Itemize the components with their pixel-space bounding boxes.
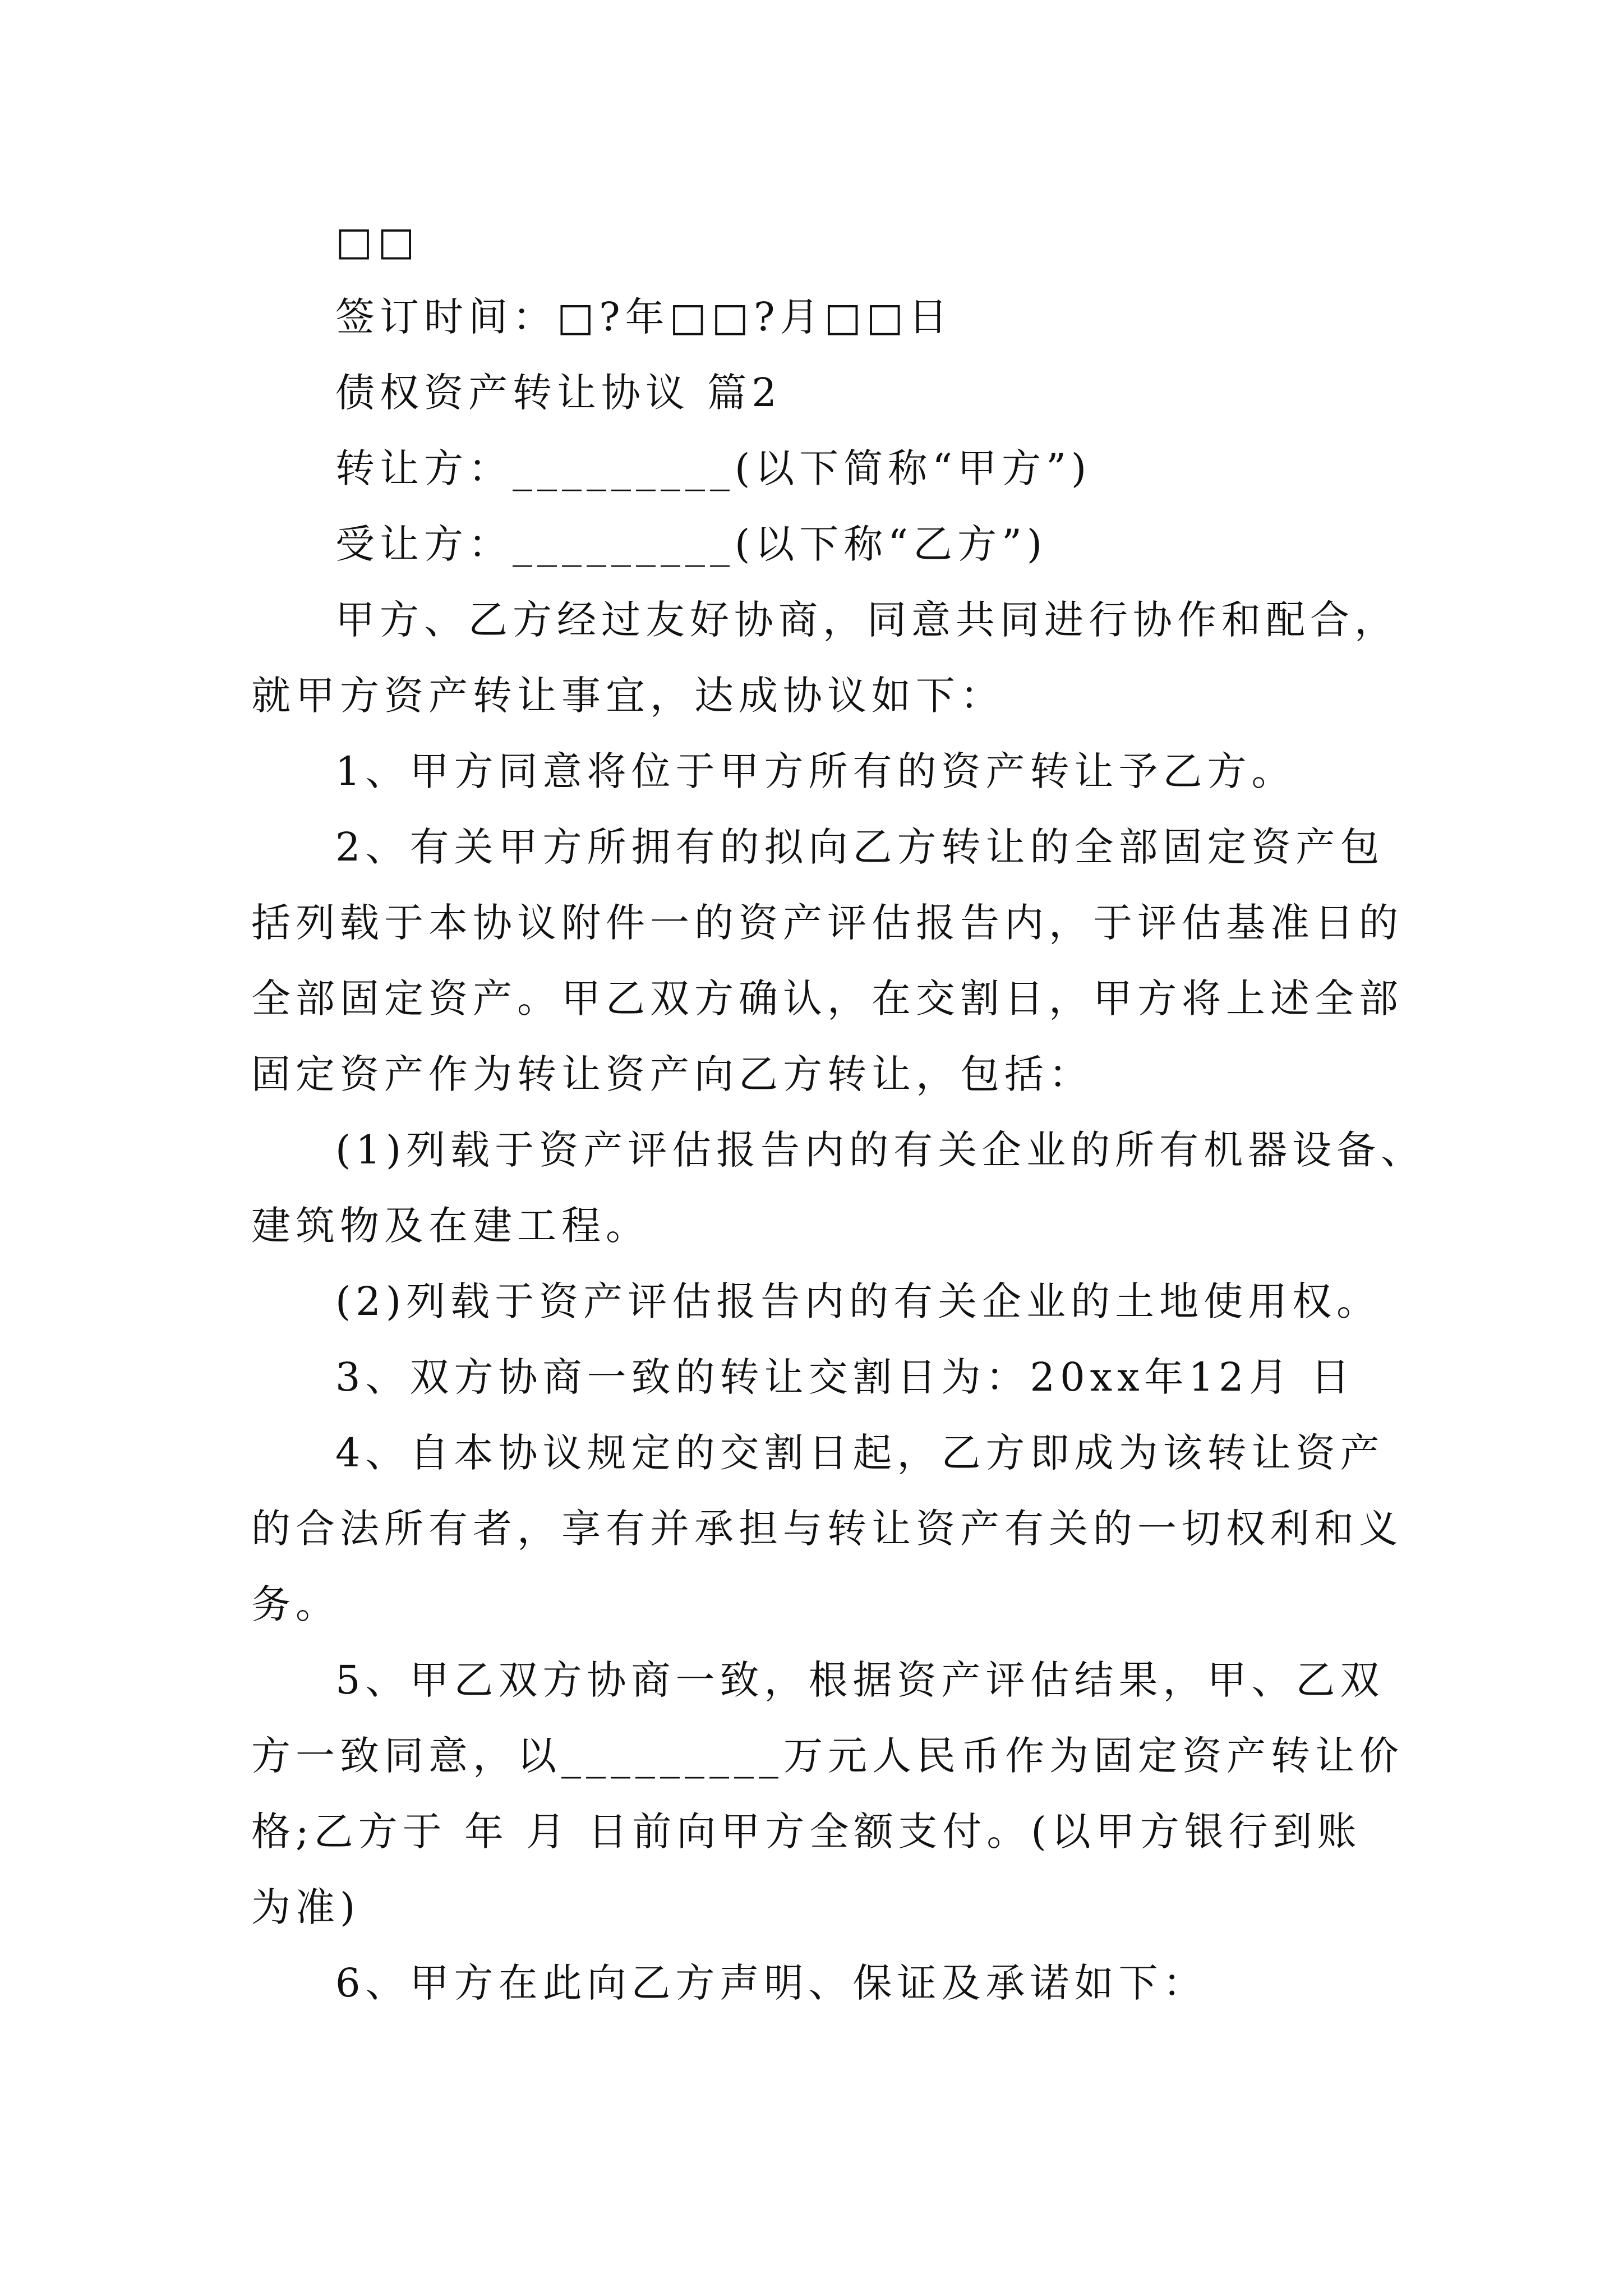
clause-2-line-2: 括列载于本协议附件一的资产评估报告内，于评估基准日的: [251, 900, 1403, 946]
clause-5-line-1: 5、甲乙双方协商一致，根据资产评估结果，甲、乙双: [335, 1657, 1385, 1703]
section-title: 债权资产转让协议 篇2: [335, 370, 782, 416]
clause-2-line-4: 固定资产作为转让资产向乙方转让，包括：: [251, 1051, 1093, 1097]
clause-3: 3、双方协商一致的转让交割日为：20xx年12月 日: [335, 1354, 1355, 1400]
intro-paragraph-line-2: 就甲方资产转让事宜，达成协议如下：: [251, 673, 1004, 719]
placeholder-marks: □□: [335, 218, 420, 264]
clause-2-line-1: 2、有关甲方所拥有的拟向乙方转让的全部固定资产包: [335, 824, 1385, 870]
clause-4-line-1: 4、自本协议规定的交割日起，乙方即成为该转让资产: [335, 1430, 1385, 1476]
clause-1: 1、甲方同意将位于甲方所有的资产转让予乙方。: [335, 748, 1296, 794]
clause-5-line-2: 方一致同意，以_________万元人民币作为固定资产转让价: [251, 1733, 1404, 1779]
clause-5-line-4: 为准): [251, 1884, 361, 1930]
transferor-line: 转让方：_________(以下简称“甲方”): [335, 445, 1092, 491]
clause-4-line-2: 的合法所有者，享有并承担与转让资产有关的一切权利和义: [251, 1506, 1403, 1552]
clause-2-line-3: 全部固定资产。甲乙双方确认，在交割日，甲方将上述全部: [251, 976, 1403, 1022]
sub-item-1-line-1: (1)列载于资产评估报告内的有关企业的所有机器设备、: [335, 1127, 1426, 1173]
intro-paragraph-line-1: 甲方、乙方经过友好协商，同意共同进行协作和配合，: [335, 597, 1399, 643]
sub-item-1-line-2: 建筑物及在建工程。: [251, 1203, 650, 1249]
sub-item-2: (2)列载于资产评估报告内的有关企业的土地使用权。: [335, 1278, 1381, 1324]
clause-6: 6、甲方在此向乙方声明、保证及承诺如下：: [335, 1960, 1207, 2006]
signing-date: 签订时间：□?年□□?月□□日: [335, 294, 953, 340]
clause-4-line-3: 务。: [251, 1581, 340, 1627]
clause-5-line-3: 格;乙方于 年 月 日前向甲方全额支付。(以甲方银行到账: [251, 1809, 1362, 1855]
transferee-line: 受让方：_________(以下称“乙方”): [335, 521, 1048, 567]
